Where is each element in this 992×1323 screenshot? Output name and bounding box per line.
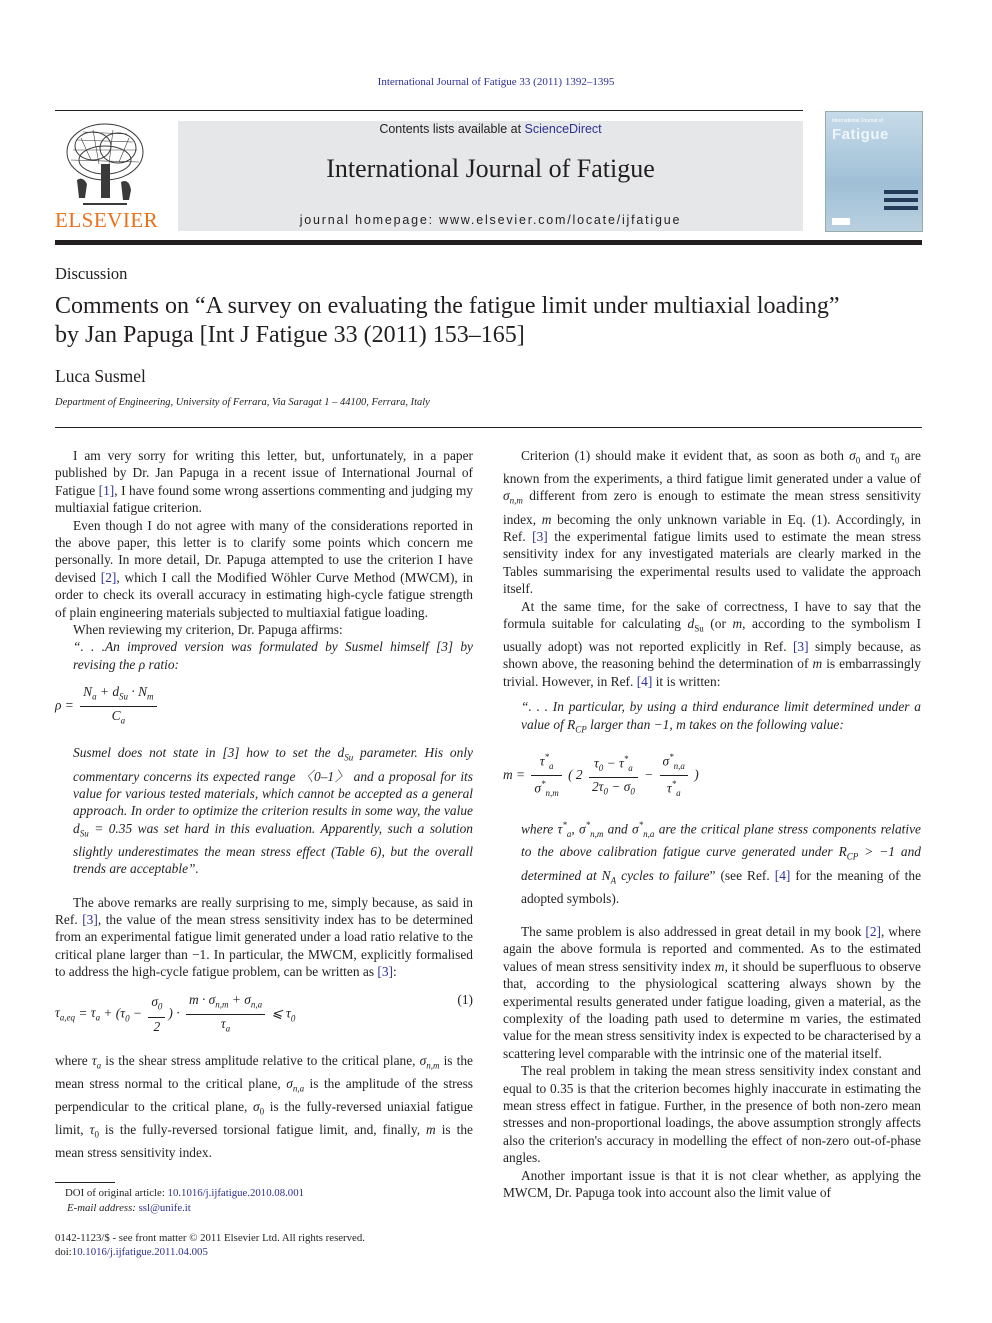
journal-reference[interactable]: International Journal of Fatigue 33 (2011) 1392–1395 <box>377 76 615 88</box>
equation-1: $\tau_{a,eq} = \tau_a + (\tau_0$ − $\frac{\sigma_0}{2}$ ) · $\frac{m \cdot \sigma_{n,m} + \sigma_{n,a}}{\tau_a}$ ⩽ $\tau_0$ (1) <box>55 991 473 1034</box>
body-paragraph: where $\tau_a$ is the shear stress amplitude relative to the critical plane, $\sigma_{n,m}$ is the mean stress normal to the critical plane, $\sigma_{n,a}$ is the amplitude of the stress perpendicular to the critical plane, $\sigma_0$ is the fully-reversed uniaxial fatigue limit, $\tau_0$ is the fully-reversed torsional fatigue limit, and, finally, m is the mean stress sensitivity index. <box>55 1052 473 1161</box>
body-paragraph: The real problem in taking the mean stress sensitivity index constant and equal to 0.35 is that the criterion becomes highly inaccurate in estimating the mean stress effect in fatigue. Further, in the presence of both non-zero mean stresses and non-proportional loadings, the above assumption strongly affects also the criterion's accuracy in modelling the effect of non-zero out-of-phase angles. <box>503 1063 921 1166</box>
cover-publisher-mark <box>832 218 850 225</box>
header-thick-rule <box>55 240 922 245</box>
cover-subtitle: International Journal of <box>832 118 883 124</box>
quote-paragraph: where $\tau^*_a$, $\sigma^*_{n,m}$ and $\sigma^*_{n,a}$ are the critical plane stress components relative to the above calibration fatigue curve generated under $R_{CP} > -1$ and determined at $N_A$ cycles to failure” (see Ref. [4] for the meaning of the adopted symbols). <box>521 819 922 906</box>
doi-label: DOI of original article: <box>65 1187 168 1199</box>
article-doi-link[interactable]: 10.1016/j.ijfatigue.2011.04.005 <box>71 1246 208 1258</box>
article-title-line: by Jan Papuga [Int J Fatigue 33 (2011) 153–165] <box>55 322 525 348</box>
cover-band <box>884 198 918 202</box>
citation-link[interactable]: [4] <box>636 673 653 689</box>
email-label: E-mail address: <box>67 1201 139 1214</box>
body-paragraph: I am very sorry for writing this letter, but, unfortunately, in a paper published by Dr. Jan Papuga in a recent issue of International Journal of Fatigue [1], I have found some wrong assertions commenting and judging my multiaxial fatigue criterion. <box>55 448 473 516</box>
footnotes <box>55 1186 485 1215</box>
doi-original-line <box>55 1186 485 1201</box>
citation-link[interactable]: [2] <box>865 923 882 939</box>
doi-original-link[interactable]: 10.1016/j.ijfatigue.2010.08.001 <box>167 1187 304 1199</box>
contents-line <box>178 122 803 136</box>
equation-number: (1) <box>457 991 473 1007</box>
publisher-name: ELSEVIER <box>55 208 159 232</box>
copyright-line: 0142-1123/$ - see front matter © 2011 Elsevier Ltd. All rights reserved. <box>55 1232 365 1244</box>
body-paragraph: When reviewing my criterion, Dr. Papuga affirms: <box>73 622 343 638</box>
equation-rho: ρ = $\frac{N_a + d_{Su} \cdot N_m}{C_a}$ <box>55 683 473 730</box>
citation-link[interactable]: [2] <box>100 569 117 585</box>
citation-link[interactable]: [3] <box>377 964 394 980</box>
equation-m: m = $\frac{\tau^*_a}{\sigma^*_{n,m}}$ ( 2 $\frac{\tau_0 - \tau^*_a}{2\tau_0 - \sigma_0}$ − $\frac{\sigma^*_{n,a}}{\tau^*_a}$ ) <box>503 749 921 803</box>
citation-link[interactable]: [3] <box>532 528 548 544</box>
body-paragraph: At the same time, for the sake of correctness, I have to say that the formula suitable for calculating $d_{Su}$ (or m, according to the symbolism I usually adopt) was not reported explicitly in Ref. [3] simply because, as shown above, the reasoning behind the determination of m is embarrassingly trivial. However, in Ref. [4] it is written: <box>503 598 921 689</box>
cover-band <box>884 206 918 210</box>
elsevier-logo[interactable] <box>55 120 159 232</box>
body-paragraph: The same problem is also addressed in great detail in my book [2], where again the above formula is reported and commented. As to the estimated values of mean stress sensitivity index m, it should be superfluous to observe that, according to the physiological scattering always shown by the experimental results generated under fatigue loading, given a material, as the complexity of the loading path used to determine m varies, the estimated value for the mean stress sensitivity index is expected to be characterised by a scattering level comparable with the intrinsic one of the material itself. <box>503 923 921 1061</box>
quote-paragraph: “. . .An improved version was formulated by Susmel himself [3] by revising the ρ ratio: <box>73 639 473 672</box>
body-paragraph: Another important issue is that it is not clear whether, as applying the MWCM, Dr. Papuga took into account also the limit value of <box>503 1167 921 1201</box>
article-title <box>55 292 935 350</box>
journal-homepage[interactable]: journal homepage: www.elsevier.com/locate/ijfatigue <box>299 213 682 227</box>
contents-prefix: Contents lists available at <box>379 122 525 136</box>
elsevier-tree-icon <box>63 120 147 208</box>
citation-link[interactable]: [4] <box>774 867 791 883</box>
body-rule <box>55 427 922 428</box>
article-title-line: Comments on “A survey on evaluating the fatigue limit under multiaxial loading” <box>55 293 840 319</box>
body-paragraph: Even though I do not agree with many of the considerations reported in the above paper, this letter is to clarify some points which concern me personally. In more detail, Dr. Papuga attempted to use the criterion I have devised [2], which I call the Modified Wöhler Curve Method (MWCM), in order to check its overall accuracy in estimating high-cycle fatigue strength of plain engineering materials subjected to multiaxial fatigue loading. <box>55 517 473 620</box>
doi2-label: doi: <box>55 1246 72 1258</box>
email-line <box>55 1201 485 1216</box>
citation-link[interactable]: [3] <box>82 912 98 928</box>
article-doi-line <box>55 1245 485 1259</box>
cover-band <box>884 190 918 194</box>
footnote-rule <box>55 1182 115 1183</box>
citation-link[interactable]: [3] <box>792 639 809 655</box>
copyright-block <box>55 1231 485 1259</box>
body-paragraph: Criterion (1) should make it evident that, as soon as both $\sigma_0$ and $\tau_0$ are known from the experiments, a third fatigue limit generated under a value of $\sigma_{n,m}$ different from zero is enough to estimate the mean stress sensitivity index, m becoming the only unknown variable in Eq. (1). Accordingly, in Ref. [3] the experimental fatigue limits used to estimate the mean stress sensitivity index for any investigated materials are clearly marked in the Tables summarising the experimental results used to validate the approach itself. <box>503 448 922 597</box>
author-affiliation: Department of Engineering, University of Ferrara, Via Saragat 1 – 44100, Ferrara, Italy <box>55 397 430 408</box>
author-name: Luca Susmel <box>55 366 146 386</box>
right-column <box>503 447 921 1201</box>
header-rule <box>55 110 803 111</box>
article-category: Discussion <box>55 264 128 283</box>
email-link[interactable]: ssl@unife.it <box>138 1201 191 1214</box>
body-paragraph: The above remarks are really surprising to me, simply because, as said in Ref. [3], the value of the mean stress sensitivity index has to be determined from an experimental fatigue limit generated under a load ratio relative to the critical plane larger than −1. In particular, the MWCM, explicitly formalised to address the high-cycle fatigue problem, can be written as [3]: <box>55 894 473 980</box>
left-column <box>55 447 473 1162</box>
citation-link[interactable]: [1] <box>98 482 115 498</box>
journal-cover-thumbnail[interactable] <box>825 111 923 232</box>
sciencedirect-link[interactable]: ScienceDirect <box>524 122 602 136</box>
quote-paragraph: “. . . In particular, by using a third endurance limit determined under a value of $R_{CP}$ larger than −1, m takes on the following value: <box>521 699 921 735</box>
journal-title: International Journal of Fatigue <box>326 154 655 183</box>
cover-title: Fatigue <box>832 126 889 143</box>
quote-paragraph: Susmel does not state in [3] how to set the $d_{Su}$ parameter. His only commentary concerns its expected range 〈0–1〉 and a proposal for its value for various tested materials, which cannot be accepted as a general approach. In order to optimize the criterion results in some way, the value $d_{Su} = 0.35$ was set hard in this evaluation. Apparently, such a solution slightly underestimates the mean stress effect (Table 6), but the overall trends are acceptable”. <box>73 745 473 877</box>
